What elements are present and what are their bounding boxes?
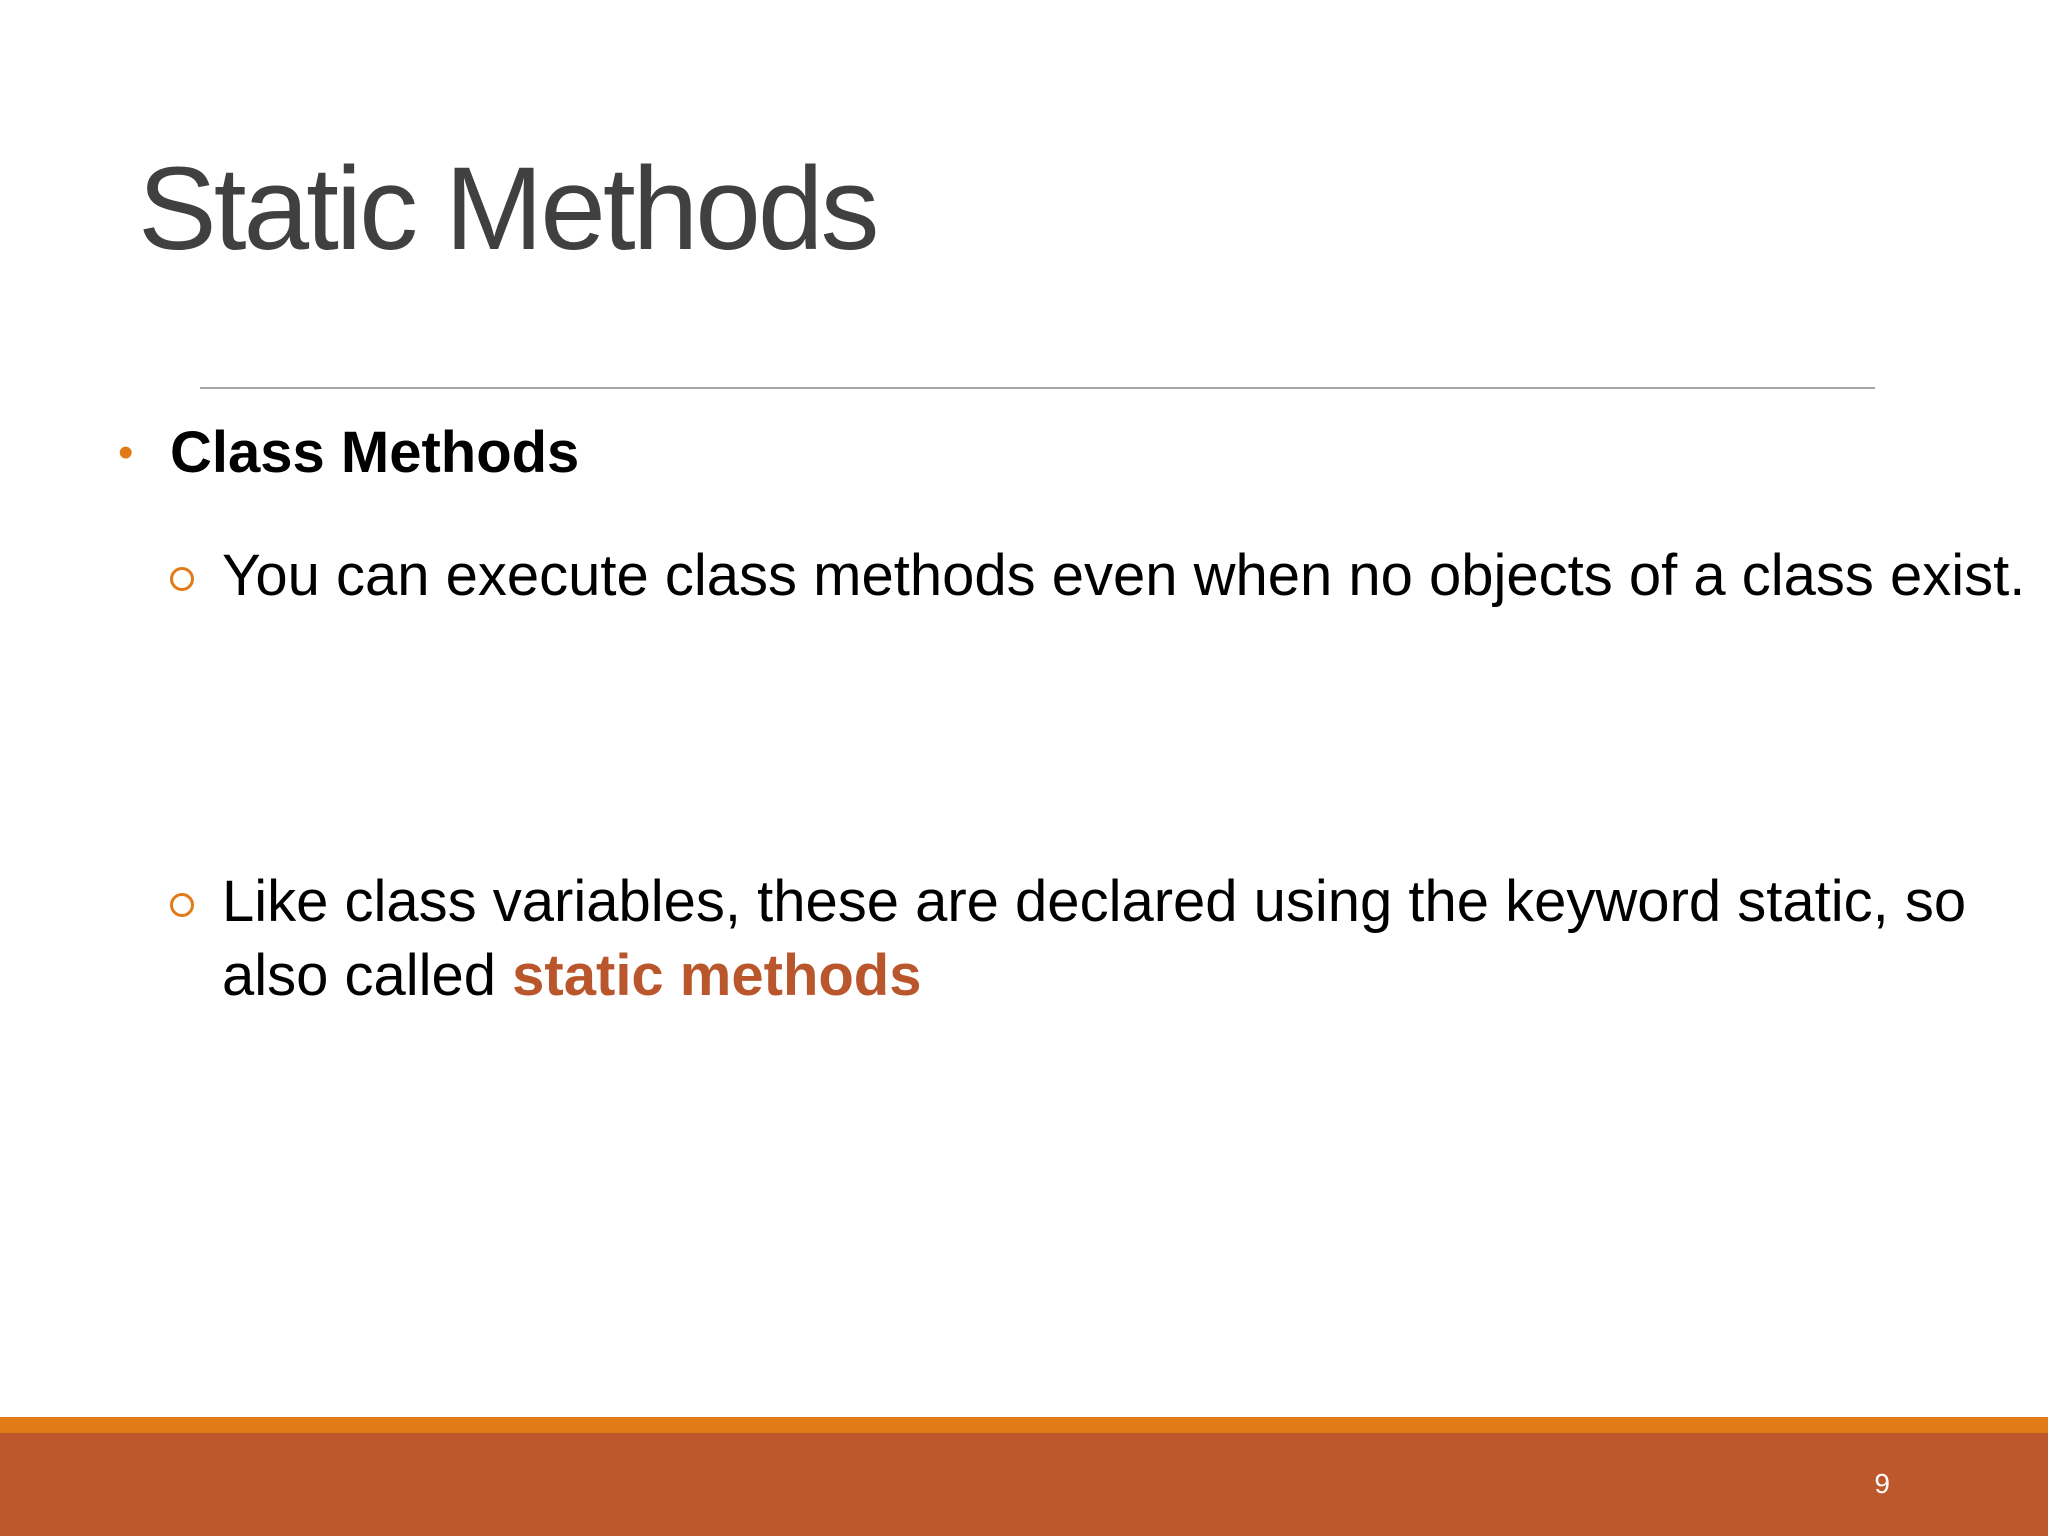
sub-bullet-static: [168, 865, 2048, 1013]
footer-bar: [0, 1433, 2048, 1536]
hollow-circle-bullet-icon: [168, 539, 222, 613]
highlight-static-methods: static methods: [512, 943, 922, 1008]
bullet-class-methods: [118, 418, 579, 488]
slide-title: Static Methods: [138, 143, 877, 275]
title-divider: [200, 387, 1875, 389]
sub-bullet-text: You can execute class methods even when no objects of a class exist.: [222, 543, 2026, 608]
sub-bullet-execute: [168, 539, 2048, 613]
sub-bullet-text: [222, 865, 2048, 1013]
footer-accent-strip: [0, 1417, 2048, 1433]
sub-bullet-text-lead: Like class variables, these are declared using the keyword static, so also called: [222, 869, 1967, 1008]
bullet-heading: Class Methods: [170, 420, 580, 485]
page-number: 9: [1874, 1468, 1890, 1499]
hollow-circle-bullet-icon: [168, 865, 222, 939]
bullet-dot-icon: •: [118, 428, 134, 477]
